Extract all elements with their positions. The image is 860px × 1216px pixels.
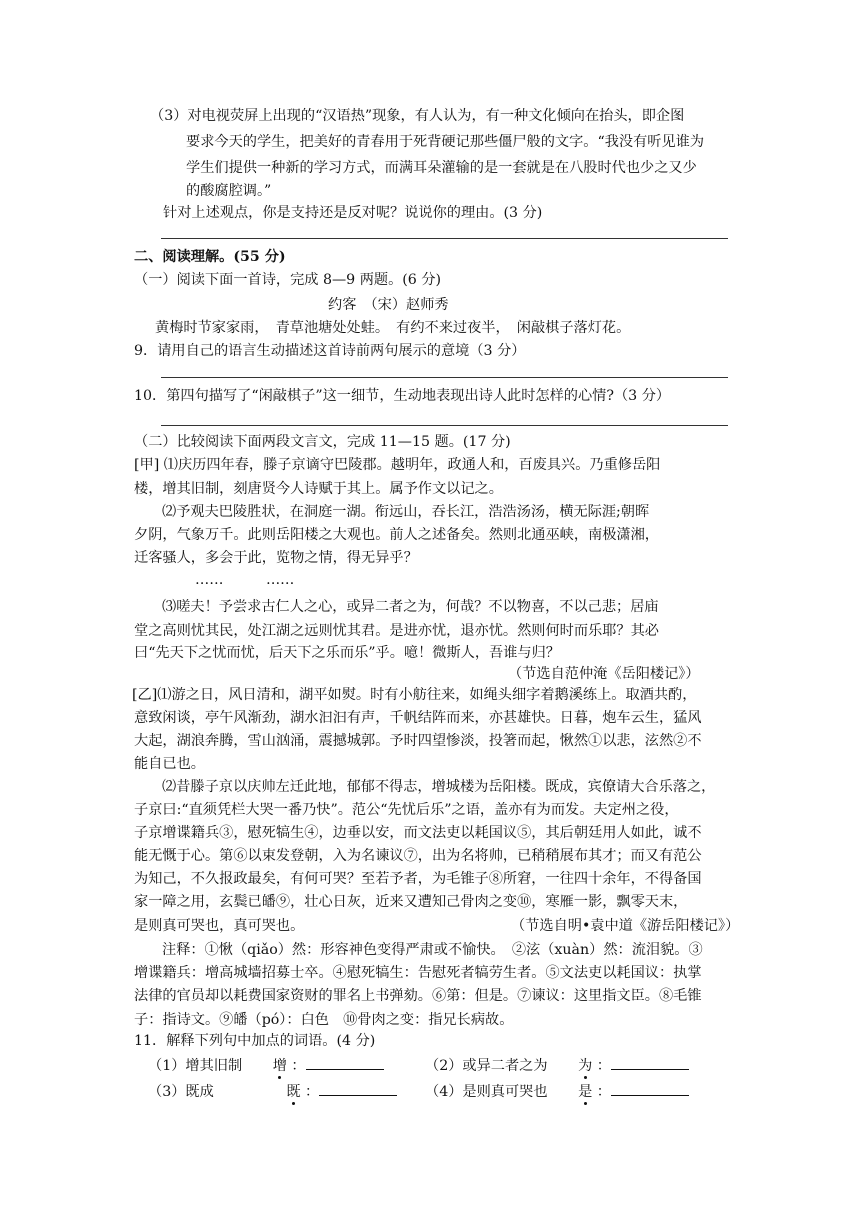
yi-line-8: 能无慨于心。第⑥以束发登朝，入为名谏议⑦，出为名将帅，已稍稍展布其才；而又有范公 xyxy=(134,848,702,864)
section-2-title: 二、阅读理解。(55 分) xyxy=(134,249,286,265)
notes-line-4: 子：指诗文。⑨皤（pó）：白色 ⑩骨肉之变：指兄长病故。 xyxy=(134,1012,514,1028)
jia-source: （节选自范仲淹《岳阳楼记》） xyxy=(508,666,700,682)
poem-text: 黄梅时节家家雨， 青草池塘处处蛙。 有约不来过夜半， 闲敲棋子落灯花。 xyxy=(155,320,631,336)
yi-line-1: [乙]⑴游之日，风日清和，湖平如熨。时有小舫往来，如绳头细字着鹅溪练上。取酒共酌， xyxy=(132,687,697,703)
yi-line-4: 能自已也。 xyxy=(134,756,205,772)
q11-item-2: （2）或异二者之为 为 ： xyxy=(425,1055,689,1076)
q11-item-4: （4）是则真可哭也 是 ： xyxy=(425,1081,689,1102)
q11-item-1: （1）增其旧制 增 ： xyxy=(148,1055,384,1076)
answer-line-q7[interactable] xyxy=(161,238,728,239)
jia-line-4: 夕阴，气象万千。此则岳阳楼之大观也。前人之述备矣。然则北通巫峡，南极潇湘， xyxy=(134,527,659,543)
jia-ellipsis: …… …… xyxy=(195,572,295,588)
q7-3-line-4: 的酸腐腔调。” xyxy=(186,183,272,199)
yi-line-6: 子京曰:“直须凭栏大哭一番乃快”。范公“先忧后乐”之语，盖亦有为而发。夫定州之役， xyxy=(134,802,679,818)
answer-line-q9[interactable] xyxy=(161,377,728,378)
yi-line-5: ⑵昔滕子京以庆帅左迁此地，郁郁不得志，增城楼为岳阳楼。既成，宾僚请大合乐落之， xyxy=(162,779,716,795)
q7-3-line-2: 要求今天的学生，把美好的青春用于死背硬记那些僵尸般的文字。“我没有听见谁为 xyxy=(186,134,705,150)
dotted-word: 是 xyxy=(578,1084,593,1100)
notes-line-1: 注释：①愀（qiǎo）然：形容神色变得严肃或不愉快。 ②泫（xuàn）然：流泪貌。③ xyxy=(162,942,703,958)
notes-line-2: 增谍籍兵：增高城墙招募士卒。④慰死犒生：告慰死者犒劳生者。⑤文法吏以耗国议：执掌 xyxy=(134,965,702,981)
dotted-word: 为 xyxy=(578,1058,593,1074)
question-10: 10．第四句描写了“闲敲棋子”这一细节，生动地表现出诗人此时怎样的心情?（3 分） xyxy=(134,388,671,404)
question-9: 9．请用自己的语言生动描述这首诗前两句展示的意境（3 分） xyxy=(134,343,526,359)
poem-title: 约客 （宋）赵师秀 xyxy=(328,297,449,313)
yi-line-3: 大起，湖浪奔腾，雪山汹涌，震撼城郭。予时四望惨淡，投箸而起，愀然①以悲，泫然②不 xyxy=(134,733,702,749)
jia-line-8: 曰“先天下之忧而忧，后天下之乐而乐”乎。噫！微斯人，吾谁与归？ xyxy=(134,645,560,661)
jia-line-6: ⑶嗟夫！予尝求古仁人之心，或异二者之为，何哉？不以物喜，不以己悲；居庙 xyxy=(162,599,659,615)
part-2-intro: （二）比较阅读下面两段文言文，完成 11—15 题。(17 分) xyxy=(134,434,511,450)
yi-line-7: 子京增谍籍兵③，慰死犒生④，边垂以安，而文法吏以耗国议⑤，其后朝廷用人如此，诚不 xyxy=(134,825,702,841)
yi-line-2: 意致闲谈，亭午风渐劲，湖水汩汩有声，千帆结阵而来，亦甚雄快。日暮，炮车云生，猛风 xyxy=(134,710,702,726)
q11-item-3: （3）既成 既 ： xyxy=(148,1081,397,1102)
yi-line-9: 为知己，不久报政最矣，有何可哭？至若予者，为毛锥子⑧所窘，一往四十余年，不得备国 xyxy=(134,871,702,887)
jia-line-1: [甲] ⑴庆历四年春，滕子京谪守巴陵郡。越明年，政通人和，百废具兴。乃重修岳阳 xyxy=(134,457,661,473)
answer-blank-1[interactable] xyxy=(306,1055,384,1070)
answer-blank-3[interactable] xyxy=(319,1081,397,1096)
part-1-intro: （一）阅读下面一首诗，完成 8—9 两题。(6 分) xyxy=(134,272,442,288)
question-11: 11．解释下列句中加点的词语。(4 分) xyxy=(134,1033,376,1049)
yi-source: （节选自明•袁中道《游岳阳楼记》） xyxy=(511,918,740,934)
yi-line-10: 家一障之用，玄鬓已皤⑨，壮心日灰，近来又遭知己骨肉之变⑩，寒雁一影，飘零天末， xyxy=(134,894,688,910)
jia-line-3: ⑵予观夫巴陵胜状，在洞庭一湖。衔远山，吞长江，浩浩汤汤，横无际涯;朝晖 xyxy=(162,504,650,520)
jia-line-7: 堂之高则忧其民，处江湖之远则忧其君。是进亦忧，退亦忧。然则何时而乐耶？其必 xyxy=(134,623,659,639)
jia-line-5: 迁客骚人，多会于此，览物之情，得无异乎？ xyxy=(134,550,418,566)
dotted-word: 增 xyxy=(272,1058,287,1074)
answer-blank-2[interactable] xyxy=(611,1055,689,1070)
notes-line-3: 法律的官员却以耗费国家资财的罪名上书弹劾。⑥第：但是。⑦谏议：这里指文臣。⑧毛锥 xyxy=(134,988,702,1004)
jia-line-2: 楼，增其旧制，刻唐贤今人诗赋于其上。属予作文以记之。 xyxy=(134,481,503,497)
q7-3-line-1: （3）对电视荧屏上出现的“汉语热”现象，有人认为，有一种文化倾向在抬头，即企图 xyxy=(150,108,685,124)
yi-line-11: 是则真可哭也，真可哭也。 xyxy=(134,918,305,934)
q7-3-line-3: 学生们提供一种新的学习方式，而满耳朵灌输的是一套就是在八股时代也少之又少 xyxy=(186,160,697,176)
q7-3-question: 针对上述观点，你是支持还是反对呢？说说你的理由。(3 分) xyxy=(163,205,543,221)
answer-blank-4[interactable] xyxy=(611,1081,689,1096)
answer-line-q10[interactable] xyxy=(161,425,728,426)
dotted-word: 既 xyxy=(286,1084,301,1100)
